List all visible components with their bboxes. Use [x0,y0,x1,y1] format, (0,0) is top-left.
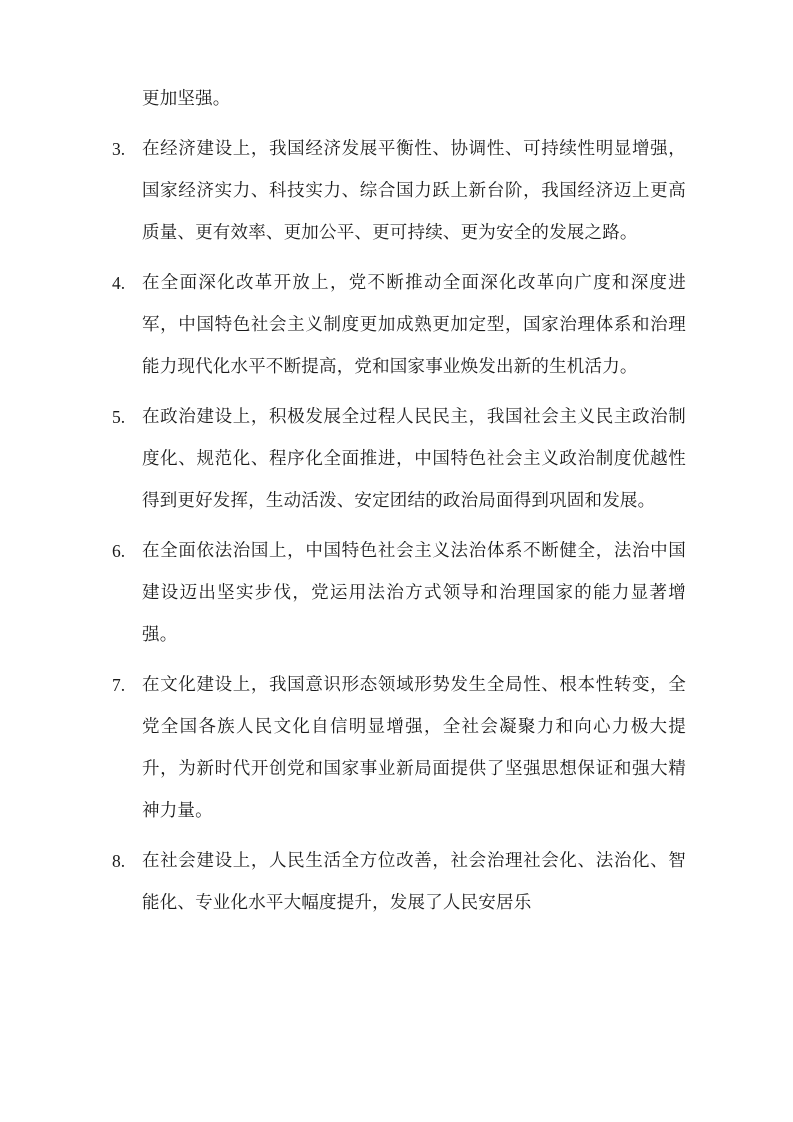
list-item-text: 在政治建设上，积极发展全过程人民民主，我国社会主义民主政治制度化、规范化、程序化全面推进，中国特色社会主义政治制度优越性得到更好发挥，生动活泼、安定团结的政治局面得到巩固和发展。 [142,407,686,511]
list-item-marker: 7. [112,675,126,695]
document-content [100,78,686,932]
continuation-text: 更加坚强。 [142,89,231,109]
list-item [100,530,686,656]
list-item-text: 在社会建设上，人民生活全方位改善，社会治理社会化、法治化、智能化、专业化水平大幅度提升，发展了人民安居乐 [142,851,686,913]
list-item [100,128,686,254]
list-item-marker: 8. [112,851,126,871]
list-item-text: 在全面深化改革开放上，党不断推动全面深化改革向广度和深度进军，中国特色社会主义制度更加成熟更加定型，国家治理体系和治理能力现代化水平不断提高，党和国家事业焕发出新的生机活力。 [142,273,686,377]
list-item-text: 在文化建设上，我国意识形态领域形势发生全局性、根本性转变，全党全国各族人民文化自信明显增强，全社会凝聚力和向心力极大提升，为新时代开创党和国家事业新局面提供了坚强思想保证和强大精神力量。 [142,675,686,821]
list-item-marker: 5. [112,407,126,427]
list-item [100,664,686,832]
list-item [100,840,686,924]
list-item [100,262,686,388]
list-item [100,396,686,522]
list-item-marker: 6. [112,541,126,561]
list-item-marker: 4. [112,273,126,293]
list-item-text: 在全面依法治国上，中国特色社会主义法治体系不断健全，法治中国建设迈出坚实步伐，党运用法治方式领导和治理国家的能力显著增强。 [142,541,686,645]
paragraph-continuation [100,78,686,120]
list-item-marker: 3. [112,139,126,159]
list-item-text: 在经济建设上，我国经济发展平衡性、协调性、可持续性明显增强，国家经济实力、科技实力、综合国力跃上新台阶，我国经济迈上更高质量、更有效率、更加公平、更可持续、更为安全的发展之路。 [142,139,686,243]
